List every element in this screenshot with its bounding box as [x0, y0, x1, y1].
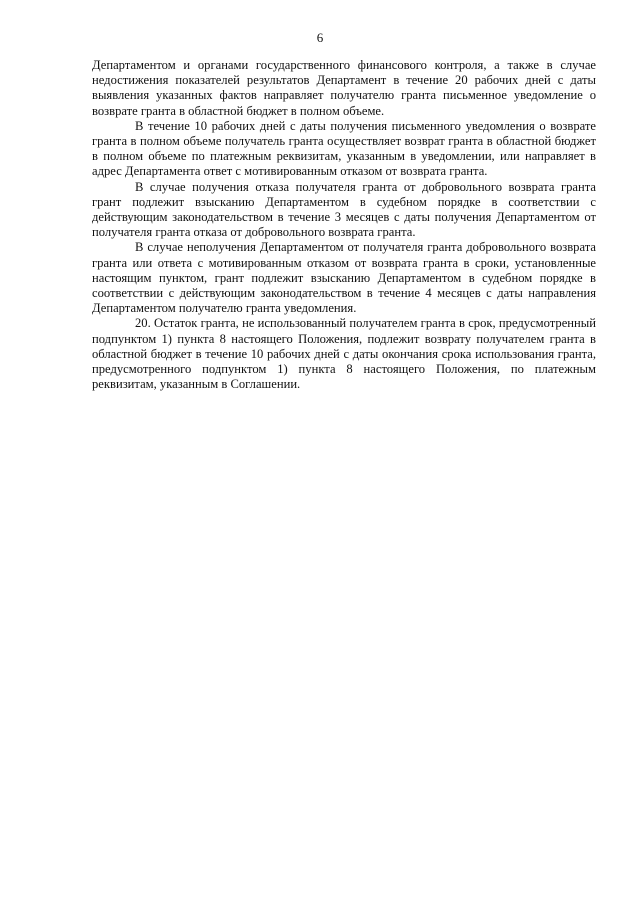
- paragraph-return-deadline: В течение 10 рабочих дней с даты получения письменного уведомления о возврате гранта в полном объеме получатель гранта осуществляет возврат гранта в областной бюджет в полном объеме по платежным реквизитам, указанным в уведомлении, или направляет в адрес Департамента ответ с мотивированным отказом от возврата гранта.: [92, 118, 596, 179]
- paragraph-non-receipt-recovery: В случае неполучения Департаментом от получателя гранта добровольного возврата гранта или ответа с мотивированным отказом от возврата гранта в сроки, установленные настоящим пунктом, грант подлежит взысканию Департаментом в судебном порядке в соответствии с действующим законодательством в течение 4 месяцев с даты направления Департаментом получателю гранта уведомления.: [92, 240, 596, 316]
- paragraph-refusal-recovery: В случае получения отказа получателя гранта от добровольного возврата гранта грант подлежит взысканию Департаментом в судебном порядке в соответствии с действующим законодательством в течение 3 месяцев с даты получения Департаментом от получателя гранта отказа от добровольного возврата гранта.: [92, 179, 596, 240]
- paragraph-continuation: Департаментом и органами государственного финансового контроля, а также в случае недостижения показателей результатов Департамент в течение 20 рабочих дней с даты выявления указанных фактов направляет получателю гранта письменное уведомление о возврате гранта в областной бюджет в полном объеме.: [92, 58, 596, 118]
- paragraph-clause-20: 20. Остаток гранта, не использованный получателем гранта в срок, предусмотренный подпунктом 1) пункта 8 настоящего Положения, подлежит возврату получателем гранта в областной бюджет в течение 10 рабочих дней с даты окончания срока использования гранта, предусмотренного подпунктом 1) пункта 8 настоящего Положения, по платежным реквизитам, указанным в Соглашении.: [92, 316, 596, 392]
- document-body: [92, 58, 596, 392]
- page-number: 6: [316, 30, 324, 45]
